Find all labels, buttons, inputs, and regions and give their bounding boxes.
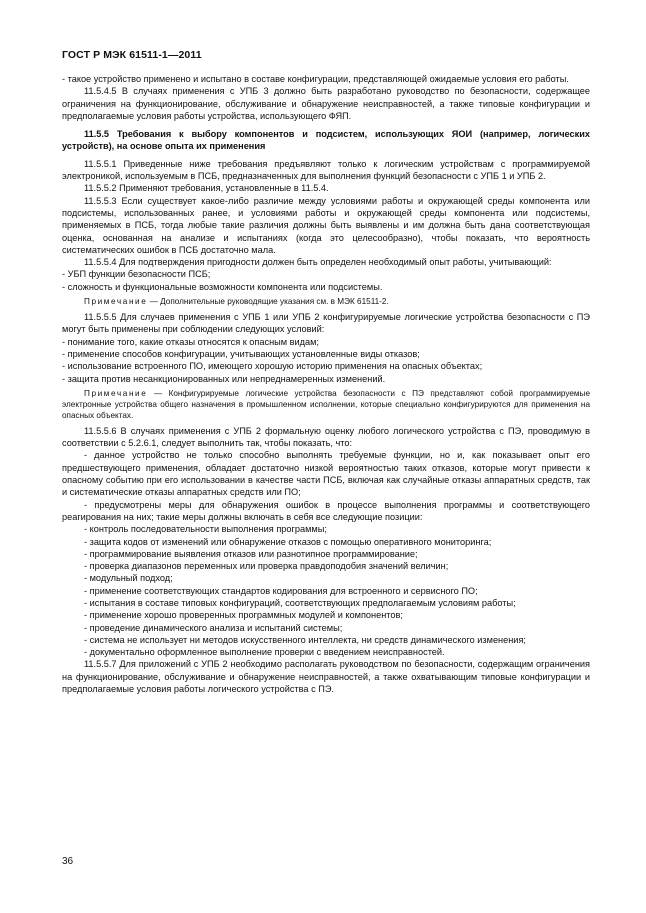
body-paragraph: 11.5.5.7 Для приложений с УПБ 2 необходимо располагать руководством по безопасности, содержащим ограничения на функционирование, обслуживание и обнаружение неисправностей, а также охватывающим типовые конфигурации и предполагаемые условия работы логического устройства с ПЭ. — [62, 659, 590, 695]
body-paragraph: - предусмотрены меры для обнаружения ошибок в процессе выполнения программы и соответствующего реагирования на них; такие меры должны включать в себя все следующие позиции: — [62, 499, 590, 522]
note-label: Примечание — [84, 297, 148, 307]
body-paragraph: 11.5.4.5 В случаях применения с УПБ 3 должно быть разработано руководство по безопасности, содержащее ограничения на функционирование, обслуживание и обнаружение неисправностей, а также типовые конфигурации и предполагаемые условия работы устройства, использующего ФЯП. — [62, 86, 590, 121]
body-paragraph: - применение способов конфигурации, учитывающих установленные виды отказов; — [62, 348, 420, 359]
note-label: Примечание — [84, 388, 148, 398]
body-paragraph: - документально оформленное выполнение проверки с введением неисправностей. — [84, 647, 445, 658]
body-paragraph: 11.5.5.1 Приведенные ниже требования предъявляют только к логическим устройствам с программируемой электроникой, используемым в ПСБ, предназначенных для выполнения функций безопасности с УПБ 1 и УПБ 2. — [62, 158, 590, 182]
body-paragraph: - испытания в составе типовых конфигураций, соответствующих предполагаемым условиям работы; — [84, 597, 516, 608]
body-paragraph: - применение соответствующих стандартов кодирования для встроенного и сервисного ПО; — [84, 585, 478, 596]
body-paragraph: - проверка диапазонов переменных или проверка правдоподобия значений величин; — [84, 561, 449, 572]
note-paragraph — [62, 296, 590, 307]
note-text: — Дополнительные руководящие указания см. в МЭК 61511-2. — [147, 297, 389, 307]
body-paragraph: - контроль последовательности выполнения программы; — [84, 524, 327, 535]
document-body — [62, 73, 590, 695]
section-heading: 11.5.5 Требования к выбору компонентов и подсистем, использующих ЯОИ (например, логических устройств), на основе опыта их применения — [62, 129, 590, 152]
body-paragraph: - применение хорошо проверенных программных модулей и компонентов; — [84, 610, 403, 621]
body-paragraph: - защита против несанкционированных или непреднамеренных изменений. — [62, 373, 386, 384]
page-number: 36 — [62, 856, 74, 867]
body-paragraph: - сложность и функциональные возможности компонента или подсистемы. — [62, 281, 383, 292]
body-paragraph: 11.5.5.2 Применяют требования, установленные в 11.5.4. — [84, 183, 329, 194]
body-paragraph: - система не использует ни методов искусственного интеллекта, ни средств динамического изменения; — [84, 634, 526, 645]
body-paragraph: - данное устройство не только способно выполнять требуемые функции, но и, как показывает опыт его предшествующего применения, обладает достаточно низкой вероятностью таких отказов, которые могут привести к опасному событию при его использовании в качестве части ПСБ, включая как случайные отказы аппаратных средств, так и систематические отказы аппаратных средств или ПО; — [62, 450, 590, 498]
body-paragraph: - проведение динамического анализа и испытаний системы; — [84, 622, 343, 633]
note-paragraph — [62, 388, 590, 421]
body-paragraph: - понимание того, какие отказы относятся к опасным видам; — [62, 336, 319, 347]
body-paragraph: 11.5.5.5 Для случаев применения с УПБ 1 или УПБ 2 конфигурируемые логические устройства безопасности с ПЭ могут быть применены при соблюдении следующих условий: — [62, 312, 590, 335]
body-paragraph: 11.5.5.3 Если существует какое-либо различие между условиями работы и окружающей среды компонента или подсистемы, использованных ранее, и условиями работы и окружающей среды компонента или подсистемы, применяемых в ПСБ, тогда любые такие различия должны быть выявлены и им должна быть дана соответствующая оценка, основанная на анализе и испытаниях (когда это целесообразно), чтобы показать, что вероятность систематических ошибок в ПСБ достаточно мала. — [62, 195, 590, 255]
document-header: ГОСТ Р МЭК 61511-1—2011 — [62, 49, 202, 61]
body-paragraph: - защита кодов от изменений или обнаружение отказов с помощью оперативного мониторинга; — [84, 536, 492, 547]
body-paragraph: - использование встроенного ПО, имеющего хорошую историю применения на опасных объектах; — [62, 361, 483, 372]
body-paragraph: - модульный подход; — [84, 573, 173, 584]
body-paragraph: - программирование выявления отказов или разнотипное программирование; — [84, 548, 418, 559]
body-paragraph: 11.5.5.6 В случаях применения с УПБ 2 формальную оценку любого логического устройства с ПЭ, проводимую в соответствии с 5.2.6.1, следует выполнить так, чтобы показать, что: — [62, 425, 590, 449]
note-text: — Конфигурируемые логические устройства безопасности с ПЭ представляют собой программируемые электронные устройства общего назначения в промышленном исполнении, которые специально конфигурируются для применения на опасных объектах. — [62, 388, 590, 420]
body-paragraph: - такое устройство применено и испытано в составе конфигурации, представляющей ожидаемые условия его работы. — [62, 74, 569, 84]
body-paragraph: - УБП функции безопасности ПСБ; — [62, 269, 211, 280]
body-paragraph: 11.5.5.4 Для подтверждения пригодности должен быть определен необходимый опыт работы, учитывающий: — [84, 257, 552, 268]
